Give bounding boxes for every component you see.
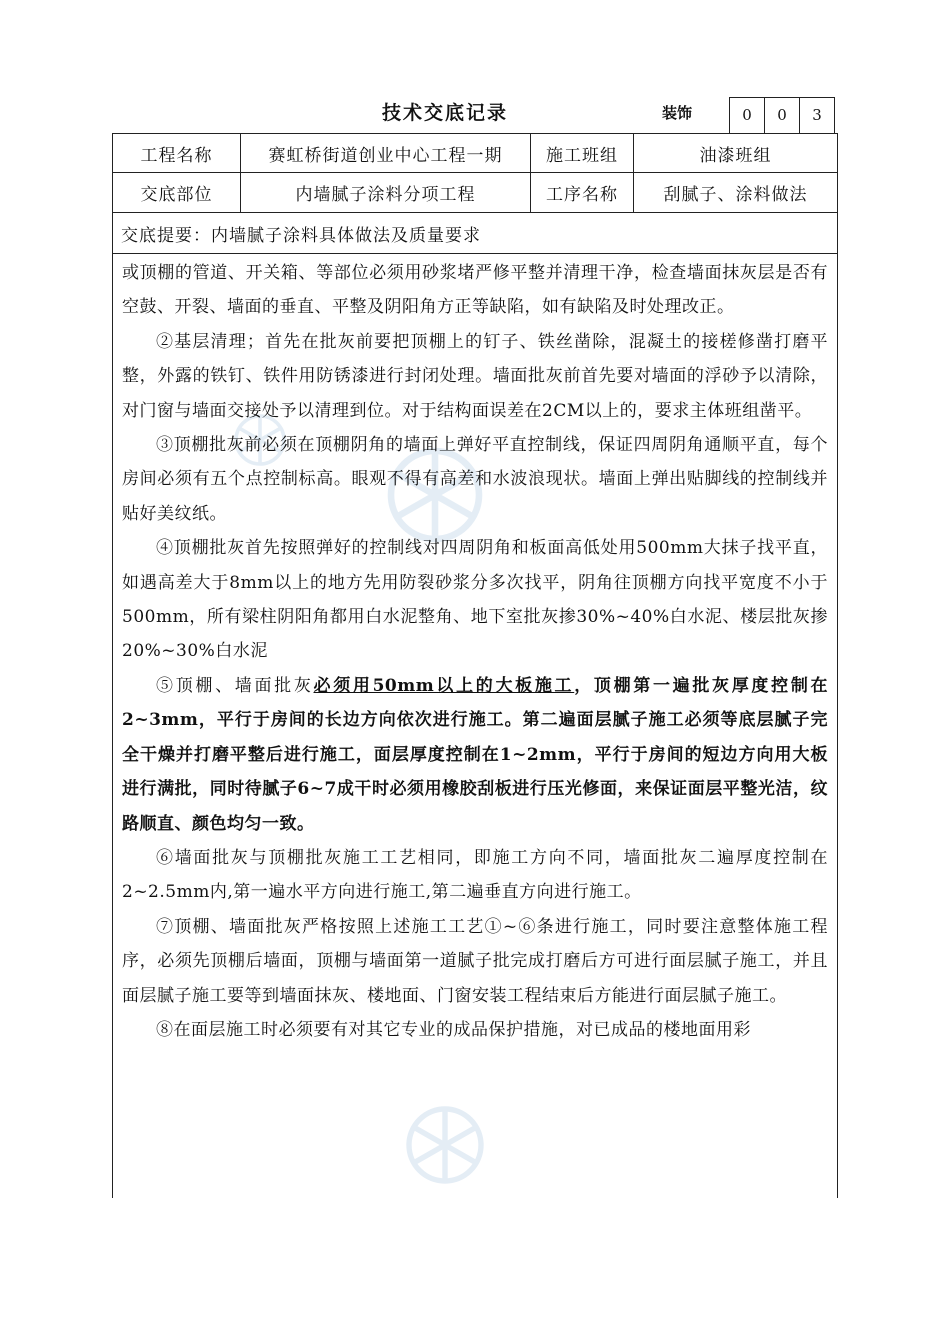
paragraph-0: 或顶棚的管道、开关箱、等部位必须用砂浆堵严修平整并清理干净，检查墙面抹灰层是否有空鼓、开裂、墙面的垂直、平整及阴阳角方正等缺陷，如有缺陷及时处理改正。 [122,263,828,318]
project-name-label: 工程名称 [113,134,241,172]
paragraph-4-rest: ，顶棚第一遍批灰厚度控制在2~3mm，平行于房间的长边方向依次进行施工。第二遍面层腻子施工必须等底层腻子完全干燥并打磨平整后进行施工，面层厚度控制在1~2mm，平行于房间的短边方向用大板进行满批，同时待腻子6~7成干时必须用橡胶刮板进行压光修面，来保证面层平整光洁，纹路顺直、颜色均匀一致。 [122,675,829,834]
location-value: 内墙腻子涂料分项工程 [241,173,531,212]
paragraph-2: ③顶棚批灰前必须在顶棚阴角的墙面上弹好平直控制线，保证四周阴角通顺平直，每个房间必须有五个点控制标高。眼观不得有高差和水波浪现状。墙面上弹出贴脚线的控制线并贴好美纹纸。 [122,435,828,524]
page-title: 技术交底记录 [381,102,508,124]
paragraph-7: ⑧在面层施工时必须要有对其它专业的成品保护措施，对已成品的楼地面用彩 [156,1019,751,1040]
team-value: 油漆班组 [699,145,772,166]
team-label: 施工班组 [531,134,634,172]
info-table [112,133,838,254]
process-value: 刮腻子、涂料做法 [663,185,808,205]
paragraph-4-underlined: 必须用50mm以上的大板施工 [313,675,575,696]
code-digit-2: 0 [764,97,800,134]
paragraph-6: ⑦顶棚、墙面批灰严格按照上述施工工艺①~⑥条进行施工，同时要注意整体施工程序，必须先顶棚后墙面，顶棚与墙面第一道腻子批完成打磨后方可进行面层腻子施工，并且面层腻子施工要等到墙面抹灰、楼地面、门窗安装工程结束后方能进行面层腻子施工。 [122,916,828,1006]
info-row-location [113,173,837,213]
project-name-value: 赛虹桥街道创业中心工程一期 [241,134,531,172]
watermark-bottom-icon [400,1100,490,1190]
paragraph-1: ②基层清理；首先在批灰前要把顶棚上的钉子、铁丝凿除，混凝土的接槎修凿打磨平整，外露的铁钉、铁件用防锈漆进行封闭处理。墙面批灰前首先要对墙面的浮砂予以清除，对门窗与墙面交接处予以清理到位。对于结构面误差在2CM以上的，要求主体班组凿平。 [122,331,828,421]
category-label: 装饰 [662,104,693,122]
summary-line: 交底提要：内墙腻子涂料具体做法及质量要求 [121,225,481,246]
paragraph-4-lead: ⑤顶棚、墙面批灰 [156,675,314,696]
content-body [122,256,828,1047]
location-label: 交底部位 [113,173,241,212]
code-digit-1: 0 [729,97,765,134]
code-digit-3: 3 [799,97,835,134]
process-label: 工序名称 [531,173,634,212]
paragraph-4 [122,669,828,841]
info-row-project [113,134,837,173]
paragraph-3: ④顶棚批灰首先按照弹好的控制线对四周阴角和板面高低处用500mm大抹子找平直，如遇高差大于8mm以上的地方先用防裂砂浆分多次找平，阴角往顶棚方向找平宽度不小于500mm，所有梁柱阴阳角都用白水泥整角、地下室批灰掺30%~40%白水泥、楼层批灰掺20%~30%白水泥 [122,538,828,662]
paragraph-5: ⑥墙面批灰与顶棚批灰施工工艺相同，即施工方向不同，墙面批灰二遍厚度控制在2~2.5mm内,第一遍水平方向进行施工,第二遍垂直方向进行施工。 [122,847,828,903]
